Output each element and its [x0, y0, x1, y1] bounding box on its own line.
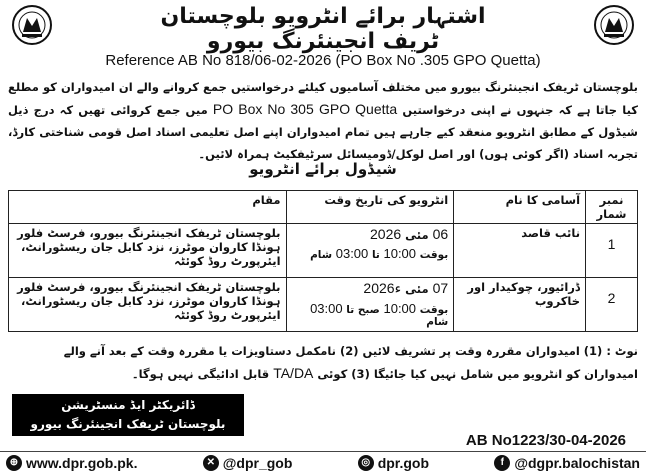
row-time-suffix: شام: [426, 316, 449, 328]
row-time-prefix: بوقت: [419, 304, 449, 316]
row-date-day: 07: [432, 280, 449, 296]
footer-instagram[interactable]: [358, 455, 429, 471]
instagram-icon: ◎: [358, 455, 374, 471]
x-icon: ✕: [203, 455, 219, 471]
government-seal-logo-left: [8, 4, 56, 46]
row-date-month: مئی: [405, 282, 429, 296]
header-post: آسامی کا نام: [454, 191, 586, 224]
note-paragraph: [8, 340, 638, 385]
globe-icon: ⊕: [6, 455, 22, 471]
row-date-year: 2026: [370, 226, 402, 242]
facebook-icon: f: [494, 455, 510, 471]
row-no: 1: [586, 224, 638, 278]
note-label: نوٹ :: [606, 344, 638, 358]
row-time-start: 10:00: [383, 246, 417, 261]
schedule-table: [8, 190, 638, 332]
table-row: [9, 278, 638, 332]
intro-paragraph: [8, 76, 638, 165]
intro-pobox: PO Box No 305: [212, 101, 314, 117]
footer-x-label: @dpr_gob: [222, 454, 293, 471]
row-time-start: 10:00: [383, 301, 417, 316]
row-date-day: 06: [432, 226, 449, 242]
footer-facebook-label: @dgpr.balochistan: [514, 454, 640, 471]
schedule-header-row: [9, 191, 638, 224]
row-date-year: 2026ء: [363, 280, 402, 296]
row-venue: بلوچستان ٹریفک انجینئرنگ بیورو، فرسٹ فلور ہونڈا کاروان موٹرز، نزد کابل جان ریسٹورانٹ، ایئرپورٹ روڈ کوئٹہ: [9, 278, 287, 332]
footer-facebook[interactable]: [494, 455, 640, 471]
table-row: [9, 224, 638, 278]
director-signature-box: [12, 394, 244, 436]
row-time-prefix: بوقت: [419, 249, 449, 261]
row-time-suffix: شام: [310, 249, 333, 261]
header-no: نمبر شمار: [586, 191, 638, 224]
row-time-end: 03:00: [310, 301, 343, 316]
reference-line: Reference AB No 818/06-02-2026 (PO Box No .305 GPO Quetta): [105, 52, 541, 69]
director-title: ڈائریکٹر ایڈ منسٹریشن: [61, 398, 195, 412]
intro-text-part1: بلوچستان ٹریفک انجینئرنگ بیورو میں مختلف آسامیوں کیلئے درخواستیں جمع کروانے والے ان امیدواران کو مطلع کیا جاتا ہے کہ جنہوں نے اپنی درخواستیں: [8, 80, 638, 117]
row-post: نائب قاصد: [454, 224, 586, 278]
row-time-end: 03:00: [335, 246, 369, 261]
header-date: انٹرویو کی تاریخ وقت: [286, 191, 454, 224]
government-seal-logo-right: [590, 4, 638, 46]
header-venue: مقام: [9, 191, 287, 224]
note-text2: قابل ادائیگی نہیں ہوگا۔: [131, 367, 270, 381]
row-time-to: صبح تا: [346, 304, 380, 316]
director-department: بلوچستان ٹریفک انجینئرنگ بیورو: [30, 417, 226, 431]
note-text: (1) امیدواران مقررہ وقت پر تشریف لائیں (2) نامکمل دستاویزات یا مقررہ وقت کے بعد آنے والے امیدواران کو انٹرویو میں شامل نہیں کیا جائیگا (3) کوئی: [63, 344, 638, 381]
ab-number: AB No1223/30-04-2026: [465, 432, 626, 449]
footer-x[interactable]: [203, 455, 293, 471]
row-date-month: مئی: [405, 228, 429, 242]
header: [0, 0, 646, 54]
footer-social-bar: [0, 451, 646, 473]
row-venue: بلوچستان ٹریفک انجینئرنگ بیورو، فرسٹ فلور ہونڈا کاروان موٹرز، نزد کابل جان ریسٹورانٹ، ایئرپورٹ روڈ کوئٹہ: [9, 224, 287, 278]
footer-instagram-label: dpr.gob: [377, 454, 430, 471]
row-post: ڈرائیور، چوکیدار اور خاکروب: [454, 278, 586, 332]
schedule-title: شیڈول برائے انٹرویو: [249, 160, 397, 178]
note-ta-da: TA/DA: [273, 365, 314, 381]
footer-website[interactable]: [6, 455, 137, 471]
row-time-to: تا: [371, 249, 380, 261]
intro-text-part2: میں جمع کروائی تھیں کہ درج ذیل شیڈول کے مطابق انٹرویو منعقد کیے جارہے ہیں تمام امیدواران اپنے اصل تعلیمی اسناد اصل قومی شناختی کارڈ، تجربہ اسناد (اگر کوئی ہوں) اور اصل لوکل/ڈومیسائل سرٹیفکیٹ ہمراہ لائیں۔: [8, 103, 638, 161]
row-no: 2: [586, 278, 638, 332]
page-title: اشتہار برائے انٹرویو بلوچستان ٹریف انجینئرنگ بیورو: [160, 4, 486, 54]
row-date: [286, 224, 454, 278]
intro-gpo: GPO Quetta: [318, 101, 398, 117]
footer-website-label: www.dpr.gob.pk.: [26, 454, 138, 471]
row-date: [286, 278, 454, 332]
